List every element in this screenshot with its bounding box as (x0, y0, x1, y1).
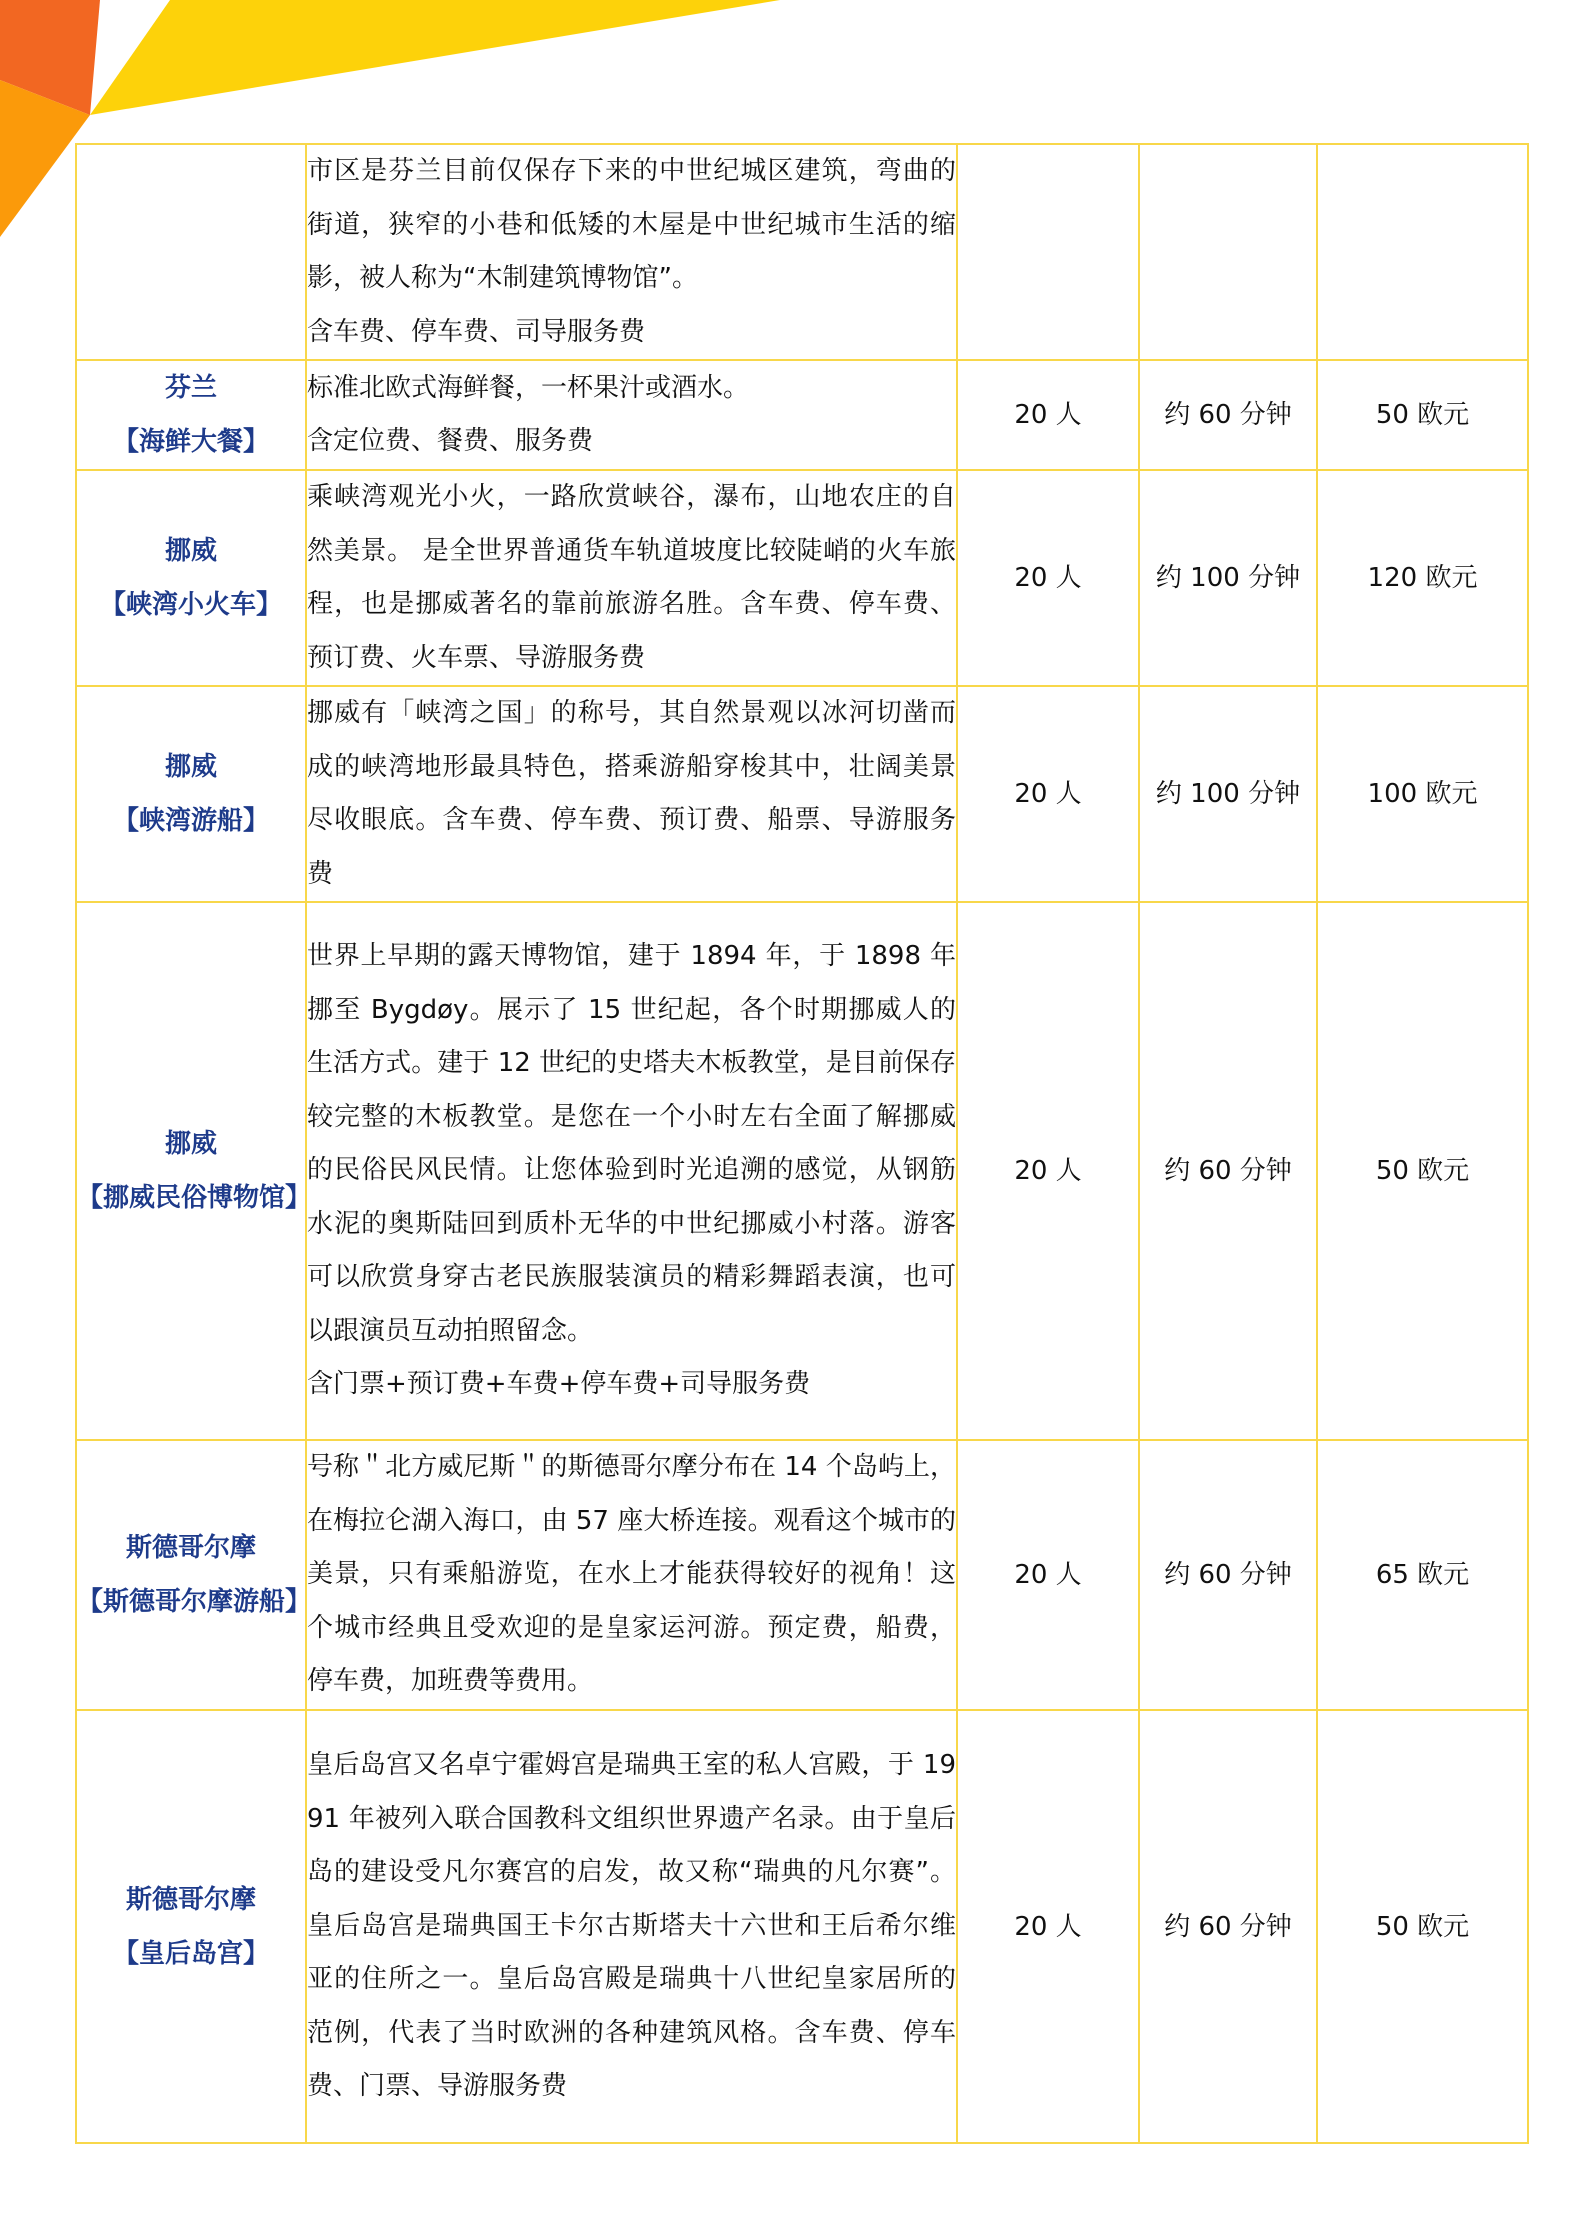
location-cell (76, 1710, 306, 2143)
item-name: 【挪威民俗博物馆】 (77, 1183, 312, 1213)
duration-cell: 约 60 分钟 (1139, 1710, 1317, 2143)
location-name: 挪威 (164, 536, 217, 566)
min-people-cell: 20 人 (957, 470, 1139, 686)
min-people-cell: 20 人 (957, 1440, 1139, 1710)
location-name: 挪威 (164, 1129, 217, 1159)
table-row (76, 902, 1528, 1440)
description-text: 挪威有「峡湾之国」的称号，其自然景观以冰河切凿而成的峡湾地形最具特色，搭乘游船穿梭其中，壮阔美景尽收眼底。含车费、停车费、预订费、船票、导游服务费 (307, 698, 956, 889)
duration-cell: 约 60 分钟 (1139, 902, 1317, 1440)
location-cell (76, 686, 306, 902)
price-cell: 120 欧元 (1317, 470, 1528, 686)
location-cell (76, 360, 306, 470)
duration-cell (1139, 144, 1317, 360)
location-cell (76, 1440, 312, 1710)
description-cell (306, 144, 957, 360)
description-cell (306, 902, 957, 1440)
min-people-cell: 20 人 (957, 902, 1139, 1440)
table-row (76, 144, 1528, 360)
description-text: 世界上早期的露天博物馆，建于 1894 年，于 1898 年挪至 Bygdøy。展示了 15 世纪起，各个时期挪威人的生活方式。建于 12 世纪的史塔夫木板教堂，是目前保存较完整的木板教堂。是您在一个小时左右全面了解挪威的民俗民风民情。让您体验到时光追溯的感觉，从钢筋水泥的奥斯陆回到质朴无华的中世纪挪威小村落。游客可以欣赏身穿古老民族服装演员的精彩舞蹈表演，也可以跟演员互动拍照留念。 (307, 941, 956, 1346)
item-name: 【峡湾游船】 (112, 806, 269, 836)
location-cell (76, 470, 306, 686)
description-text: 皇后岛宫又名卓宁霍姆宫是瑞典王室的私人宫殿，于 1991 年被列入联合国教科文组织世界遗产名录。由于皇后岛的建设受凡尔赛宫的启发，故又称“瑞典的凡尔赛”。皇后岛宫是瑞典国王卡尔古斯塔夫十六世和王后希尔维亚的住所之一。皇后岛宫殿是瑞典十八世纪皇家居所的范例，代表了当时欧洲的各种建筑风格。含车费、停车费、门票、导游服务费 (307, 1750, 956, 2102)
duration-cell: 约 100 分钟 (1139, 470, 1317, 686)
description-text: 标准北欧式海鲜餐，一杯果汁或酒水。 (307, 372, 750, 403)
duration-cell: 约 100 分钟 (1139, 686, 1317, 902)
description-cell (306, 360, 957, 470)
description-text: 号称＂北方威尼斯＂的斯德哥尔摩分布在 14 个岛屿上，在梅拉仑湖入海口，由 57 座大桥连接。观看这个城市的美景，只有乘船游览，在水上才能获得较好的视角！这个城市经典且受欢迎的是皇家运河游。预定费，船费，停车费，加班费等费用。 (307, 1452, 956, 1697)
min-people-cell: 20 人 (957, 686, 1139, 902)
min-people-cell: 20 人 (957, 360, 1139, 470)
includes-text: 含定位费、餐费、服务费 (307, 426, 594, 456)
price-cell (1317, 144, 1528, 360)
description-cell (306, 1710, 957, 2143)
table-row (76, 1710, 1528, 2143)
includes-text: 含车费、停车费、司导服务费 (307, 316, 646, 347)
duration-cell: 约 60 分钟 (1139, 1440, 1317, 1710)
location-name: 挪威 (164, 752, 217, 782)
table-row (76, 470, 1528, 686)
item-name: 【海鲜大餐】 (112, 427, 269, 457)
description-cell (306, 686, 957, 902)
price-cell: 50 欧元 (1317, 1710, 1528, 2143)
item-name: 【峡湾小火车】 (99, 590, 282, 620)
price-cell: 100 欧元 (1317, 686, 1528, 902)
location-name: 斯德哥尔摩 (125, 1533, 256, 1563)
price-cell: 50 欧元 (1317, 902, 1528, 1440)
location-cell (76, 902, 312, 1440)
description-text: 市区是芬兰目前仅保存下来的中世纪城区建筑，弯曲的街道，狭窄的小巷和低矮的木屋是中世纪城市生活的缩影，被人称为“木制建筑博物馆”。 (307, 156, 956, 293)
price-cell: 65 欧元 (1317, 1440, 1528, 1710)
includes-text: 含门票+预订费+车费+停车费+司导服务费 (307, 1369, 811, 1400)
deco-yellow-shard (90, 0, 780, 115)
item-name: 【皇后岛宫】 (112, 1938, 269, 1969)
description-cell (306, 1440, 957, 1710)
min-people-cell (957, 144, 1139, 360)
location-name: 芬兰 (164, 373, 217, 403)
duration-cell: 约 60 分钟 (1139, 360, 1317, 470)
location-cell (76, 144, 306, 360)
description-cell (306, 470, 957, 686)
min-people-cell: 20 人 (957, 1710, 1139, 2143)
description-text: 乘峡湾观光小火，一路欣赏峡谷，瀑布，山地农庄的自然美景。 是全世界普通货车轨道坡度比较陡峭的火车旅程，也是挪威著名的靠前旅游名胜。含车费、停车费、预订费、火车票、导游服务费 (307, 482, 956, 673)
table-row (76, 360, 1528, 470)
item-name: 【斯德哥尔摩游船】 (77, 1587, 312, 1617)
table-row (76, 1440, 1528, 1710)
table-row (76, 686, 1528, 902)
tour-options-table (75, 143, 1529, 2144)
location-name: 斯德哥尔摩 (125, 1884, 256, 1915)
price-cell: 50 欧元 (1317, 360, 1528, 470)
